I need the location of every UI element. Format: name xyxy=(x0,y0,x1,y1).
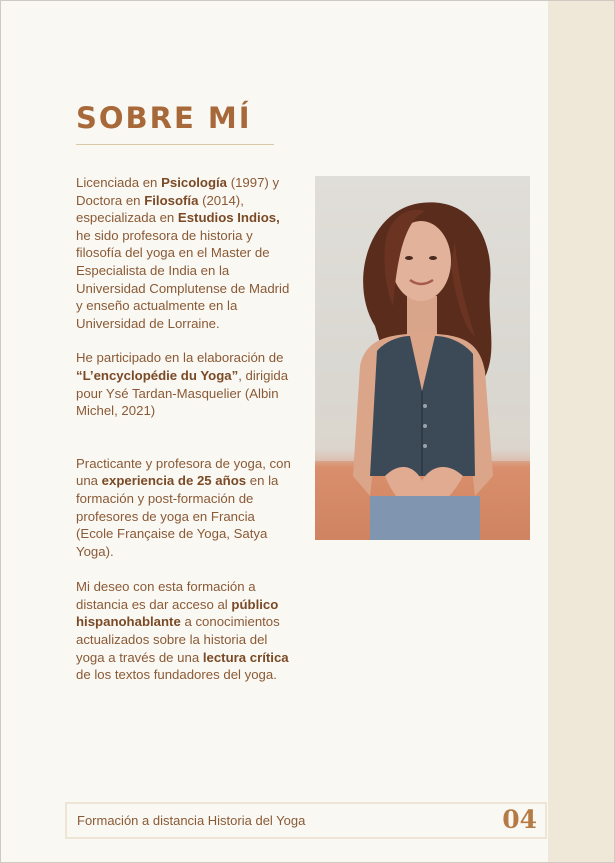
bold-text: experiencia de 25 años xyxy=(101,473,247,489)
portrait-photo xyxy=(315,176,530,540)
bold-text: Psicología xyxy=(161,175,228,190)
footer-box xyxy=(65,802,547,839)
text-run: (1997) y Doctora en xyxy=(76,175,280,208)
bio-paragraph-2 xyxy=(76,349,291,419)
bio-text xyxy=(76,174,291,684)
title-divider xyxy=(76,144,274,145)
text-run: (2014), especializada en xyxy=(76,192,244,226)
bold-text: “L’encyclopédie du Yoga” xyxy=(76,367,239,383)
footer-title: Formación a distancia Historia del Yoga xyxy=(77,813,306,828)
bold-text: público hispanohablante xyxy=(76,596,279,630)
bio-paragraph-4 xyxy=(76,578,291,684)
bio-paragraph-3 xyxy=(76,455,291,561)
side-strip xyxy=(548,1,614,862)
text-run: he sido profesora de historia y filosofía del yoga en el Master de Especialista de India en la Universidad Complutense de Madrid y enseño actualmente en la Universidad de Lorraine. xyxy=(76,227,290,331)
text-run: , dirigida pour Ysé Tardan-Masquelier (Albin Michel, 2021) xyxy=(76,367,289,419)
text-run: en la formación y post-formación de profesores de yoga en Francia (Ecole Française de Yoga, Satya Yoga). xyxy=(76,473,279,559)
text-run: de los textos fundadores del yoga. xyxy=(76,667,277,683)
text-run: Mi deseo con esta formación a distancia es dar acceso al xyxy=(76,579,256,612)
page-number: 04 xyxy=(502,805,537,834)
text-run: He participado en la elaboración de xyxy=(76,350,284,366)
bold-text: Filosofía xyxy=(144,192,199,208)
text-run: Licenciada en xyxy=(76,175,162,190)
text-run: a conocimientos actualizados sobre la historia del yoga a través de una xyxy=(76,614,280,665)
text-run: Practicante y profesora de yoga, con una xyxy=(76,455,291,489)
bold-text: lectura crítica xyxy=(202,649,289,665)
bio-paragraph-1 xyxy=(76,174,291,332)
bold-text: Estudios Indios, xyxy=(177,210,280,226)
page-title: SOBRE MÍ xyxy=(76,101,252,135)
